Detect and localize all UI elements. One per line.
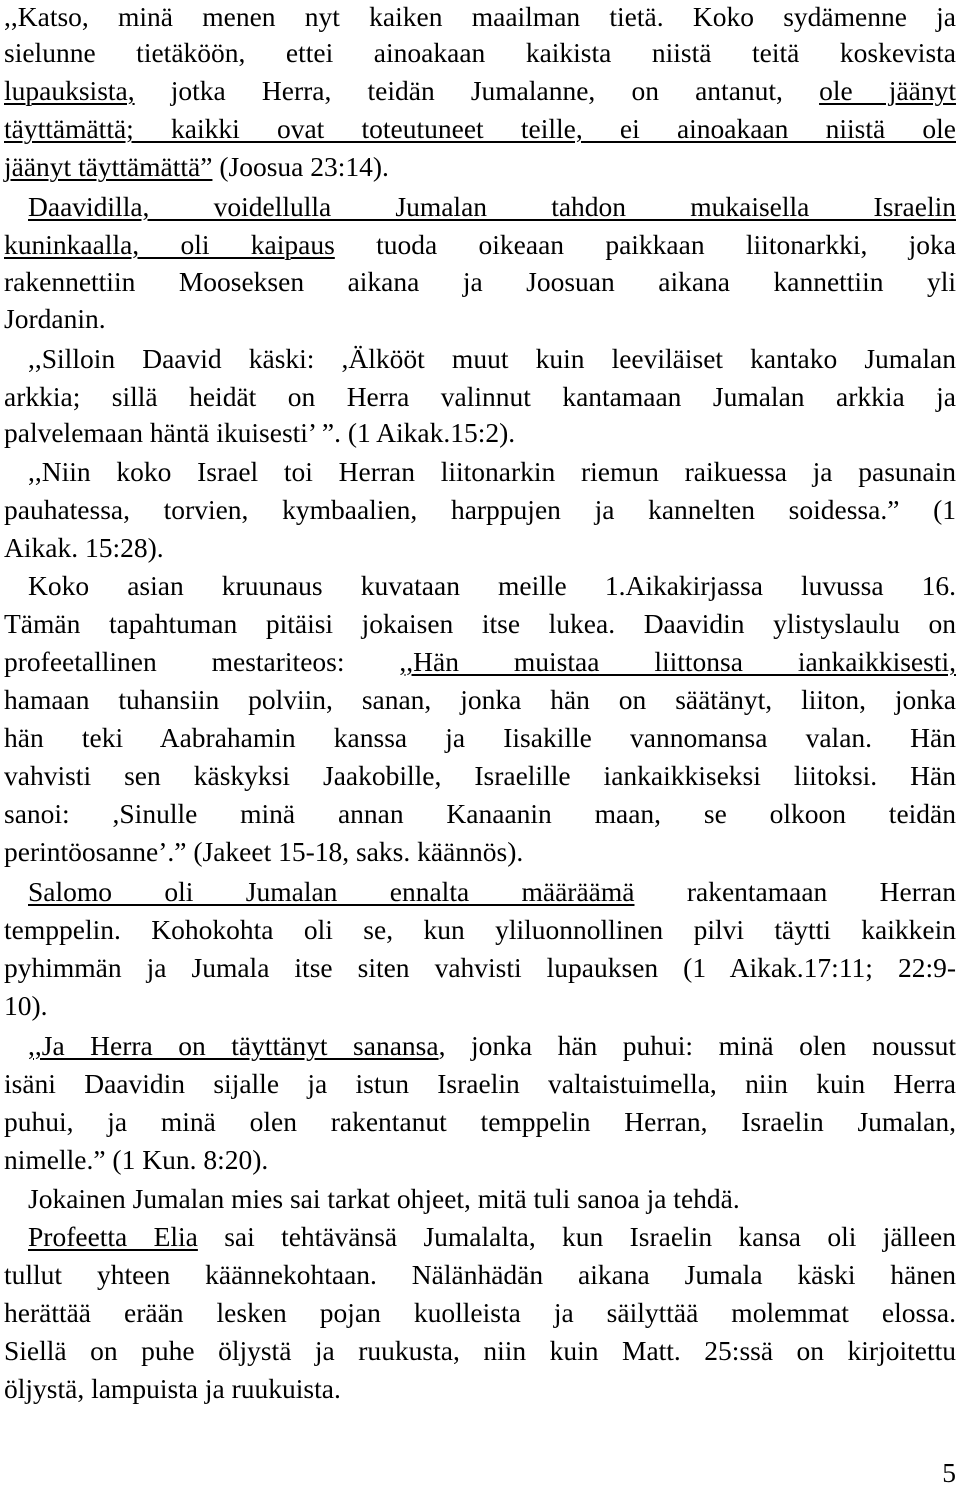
text-line	[28, 1180, 956, 1218]
text-segment: nimelle.” (1 Kun. 8:20).	[4, 1144, 269, 1175]
text-line	[4, 300, 956, 338]
text-line	[4, 72, 956, 110]
text-segment: isäni Daavidin sijalle ja istun Israelin valtaistuimella, niin kuin Herra	[4, 1068, 956, 1099]
text-segment: ,,Niin koko Israel toi Herran liitonarkin riemun raikuessa ja pasunain	[28, 456, 956, 487]
text-line	[4, 833, 956, 871]
text-segment: Jokainen Jumalan mies sai tarkat ohjeet, mitä tuli sanoa ja tehdä.	[28, 1183, 740, 1214]
underlined-text: lupauksista,	[4, 75, 135, 106]
text-line	[4, 719, 956, 757]
text-segment: Siellä on puhe öljystä ja ruukusta, niin kuin Matt. 25:ssä on kirjoitettu	[4, 1335, 956, 1366]
text-segment: , jonka hän puhui: minä olen noussut	[438, 1030, 956, 1061]
text-segment: ,,Silloin Daavid käski: ,Älkööt muut kuin leeviläiset kantako Jumalan	[28, 343, 956, 374]
text-line	[4, 110, 956, 148]
text-segment: profeetallinen mestariteos:	[4, 646, 400, 677]
text-segment: tuoda oikeaan paikkaan liitonarkki, joka	[334, 229, 956, 260]
text-line	[4, 529, 956, 567]
text-line	[4, 949, 956, 987]
text-segment: Tämän tapahtuman pitäisi jokaisen itse lukea. Daavidin ylistyslaulu on	[4, 608, 956, 639]
text-segment: sanoi: ,Sinulle minä annan Kanaanin maan, se olkoon teidän	[4, 798, 956, 829]
underlined-text: ,,Ja Herra on täyttänyt sanansa	[28, 1030, 439, 1061]
text-line	[4, 491, 956, 529]
text-segment: öljystä, lampuista ja ruukuista.	[4, 1373, 341, 1404]
text-segment: rakentamaan Herran	[634, 876, 956, 907]
text-segment: Koko asian kruunaus kuvataan meille 1.Aikakirjassa luvussa 16.	[28, 570, 956, 601]
text-segment: temppelin. Kohokohta oli se, kun yliluonnollinen pilvi täytti kaikkein	[4, 914, 956, 945]
text-line	[4, 643, 956, 681]
text-line	[28, 453, 956, 491]
text-line	[4, 987, 956, 1025]
text-line	[28, 340, 956, 378]
underlined-text: Profeetta Elia	[28, 1221, 198, 1252]
text-segment: pyhimmän ja Jumala itse siten vahvisti lupauksen (1 Aikak.17:11; 22:9-	[4, 952, 956, 983]
text-line	[4, 0, 956, 36]
text-line	[4, 911, 956, 949]
text-line	[4, 263, 956, 301]
text-segment: hän teki Aabrahamin kanssa ja Iisakille vannomansa valan. Hän	[4, 722, 956, 753]
text-line	[4, 681, 956, 719]
text-segment: vahvisti sen käskyksi Jaakobille, Israelille iankaikkiseksi liitoksi. Hän	[4, 760, 956, 791]
text-segment: (Joosua 23:14).	[212, 151, 389, 182]
text-line	[4, 148, 956, 186]
underlined-text: ,,Hän muistaa liittonsa iankaikkisesti,	[399, 646, 956, 677]
underlined-text: Daavidilla, voidellulla Jumalan tahdon mukaisella Israelin	[28, 191, 956, 222]
text-line	[28, 567, 956, 605]
text-line	[28, 1218, 956, 1256]
text-line	[4, 795, 956, 833]
text-line	[28, 1027, 956, 1065]
text-line	[4, 605, 956, 643]
text-segment: Jordanin.	[4, 303, 106, 334]
text-line	[4, 1065, 956, 1103]
text-segment: tullut yhteen käännekohtaan. Nälänhädän aikana Jumala käski hänen	[4, 1259, 956, 1290]
text-segment: arkkia; sillä heidät on Herra valinnut kantamaan Jumalan arkkia ja	[4, 381, 956, 412]
text-segment: hamaan tuhansiin polviin, sanan, jonka hän on säätänyt, liiton, jonka	[4, 684, 956, 715]
text-segment: palvelemaan häntä ikuisesti’ ”. (1 Aikak.15:2).	[4, 417, 516, 448]
underlined-text: jäänyt täyttämättä”	[4, 151, 213, 182]
text-segment: 10).	[4, 990, 48, 1021]
text-segment: puhui, ja minä olen rakentanut temppelin Herran, Israelin Jumalan,	[4, 1106, 956, 1137]
text-segment: sai tehtävänsä Jumalalta, kun Israelin kansa oli jälleen	[197, 1221, 956, 1252]
text-segment: ,,Katso, minä menen nyt kaiken maailman tietä. Koko sydämenne ja	[4, 1, 956, 32]
text-segment: sielunne tietäköön, ettei ainoakaan kaikista niistä teitä koskevista	[4, 37, 956, 68]
underlined-text: täyttämättä; kaikki ovat toteutuneet teille, ei ainoakaan niistä ole	[4, 113, 956, 144]
text-segment: perintöosanne’.” (Jakeet 15-18, saks. käännös).	[4, 836, 524, 867]
text-segment: jotka Herra, teidän Jumalanne, on antanut,	[134, 75, 820, 106]
text-line	[4, 757, 956, 795]
text-line	[28, 188, 956, 226]
text-line	[4, 1103, 956, 1141]
text-segment: pauhatessa, torvien, kymbaalien, harppujen ja kannelten soidessa.” (1	[4, 494, 956, 525]
text-line	[4, 226, 956, 264]
text-line	[4, 414, 956, 452]
text-segment: rakennettiin Mooseksen aikana ja Joosuan aikana kannettiin yli	[4, 266, 956, 297]
text-line	[4, 1141, 956, 1179]
text-segment: herättää erään lesken pojan kuolleista ja säilyttää molemmat elossa.	[4, 1297, 956, 1328]
text-line	[4, 34, 956, 72]
text-line	[4, 1256, 956, 1294]
text-line	[4, 1370, 956, 1408]
underlined-text: Salomo oli Jumalan ennalta määräämä	[28, 876, 635, 907]
text-line	[28, 873, 956, 911]
text-line	[4, 1294, 956, 1332]
text-line	[4, 378, 956, 416]
underlined-text: ole jäänyt	[819, 75, 956, 106]
page-number: 5	[942, 1457, 956, 1488]
underlined-text: kuninkaalla, oli kaipaus	[4, 229, 335, 260]
text-line	[4, 1332, 956, 1370]
text-segment: Aikak. 15:28).	[4, 532, 164, 563]
